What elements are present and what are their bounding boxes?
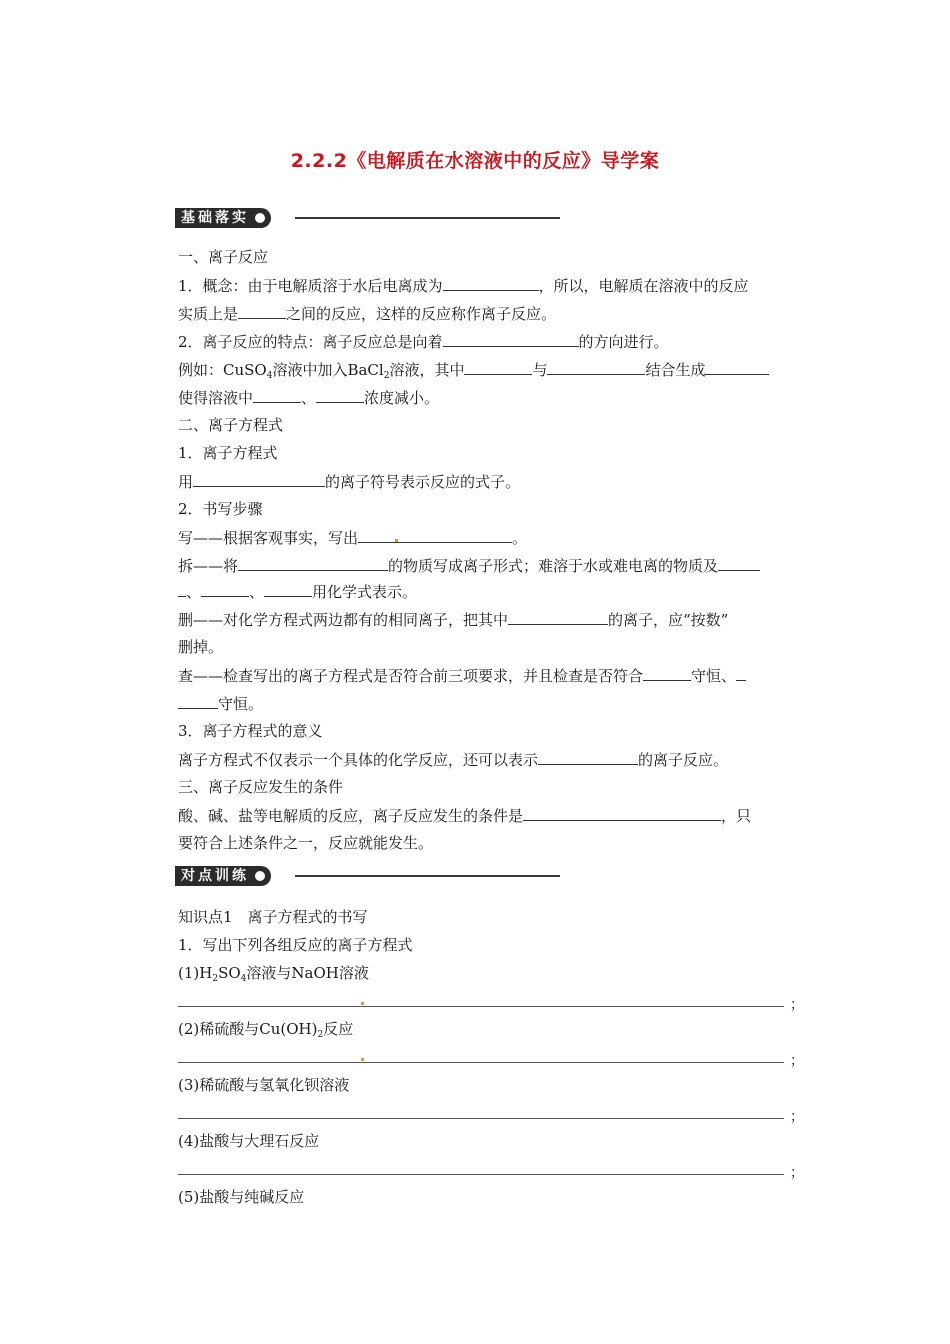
semicolon: ； — [790, 1109, 804, 1125]
fill-blank[interactable] — [718, 556, 760, 571]
paragraph-conditions: 酸、碱、盐等电解质的反应，离子反应发生的条件是 ，只 — [178, 807, 752, 825]
fill-blank[interactable] — [316, 388, 364, 403]
fill-blank[interactable] — [443, 276, 539, 291]
fill-blank[interactable] — [705, 360, 769, 375]
item-4: (4)盐酸与大理石反应 — [178, 1132, 320, 1150]
paragraph-characteristics: 2．离子反应的特点：离子反应总是向着 的方向进行。 — [178, 333, 669, 351]
bullet-dot-icon — [255, 213, 265, 223]
paragraph-example: 例如：CuSO$_4$溶液中加入BaCl$_2$溶液，其中 与 结合生成 — [0, 360, 950, 385]
fill-blank[interactable] — [193, 472, 325, 487]
paragraph-definition: 用 的离子符号表示反应的式子。 — [178, 473, 521, 491]
fill-blank[interactable] — [547, 360, 645, 375]
heading-ionic-equation: 二、离子方程式 — [178, 416, 284, 434]
step-split: 拆——将 的物质写成离子形式；难溶于水或难电离的物质及 — [0, 556, 950, 575]
item-3: (3)稀硫酸与氢氧化钡溶液 — [178, 1076, 350, 1094]
knowledge-point-1: 知识点1 离子方程式的书写 — [178, 908, 368, 926]
fill-blank[interactable] — [178, 694, 218, 709]
question-1: 1．写出下列各组反应的离子方程式 — [178, 936, 413, 954]
mark-dot — [395, 539, 398, 542]
mark-dot — [361, 1058, 364, 1061]
step-check-cont: 守恒。 — [0, 694, 950, 713]
section-label — [175, 866, 271, 886]
fill-blank[interactable] — [643, 666, 691, 681]
fill-blank[interactable] — [508, 610, 608, 625]
bullet-dot-icon — [255, 871, 265, 881]
section-banner-practice — [175, 866, 560, 886]
heading-conditions: 三、离子反应发生的条件 — [178, 778, 344, 796]
subheading-ionic-equation: 1．离子方程式 — [178, 444, 278, 462]
fill-blank[interactable] — [264, 582, 312, 597]
section-label — [175, 208, 271, 228]
fill-blank[interactable] — [443, 332, 579, 347]
heading-ionic-reaction: 一、离子反应 — [178, 248, 269, 266]
fill-blank[interactable] — [358, 528, 512, 543]
answer-line-1[interactable] — [178, 1006, 784, 1007]
semicolon: ； — [790, 1165, 804, 1181]
item-2: (2)稀硫酸与$Cu(OH)_2$反应 — [178, 1020, 354, 1040]
fill-blank[interactable] — [238, 304, 286, 319]
paragraph-example-cont: 使得溶液中 、 浓度减小。 — [178, 389, 440, 407]
answer-line-2[interactable] — [178, 1062, 784, 1063]
subheading-writing-steps: 2．书写步骤 — [178, 500, 263, 518]
section-divider — [295, 217, 560, 219]
fill-blank[interactable] — [523, 806, 721, 821]
mark-dot — [361, 1002, 364, 1005]
step-check: 查——检查写出的离子方程式是否符合前三项要求，并且检查是否符合 守恒、 — [0, 666, 950, 685]
answer-line-4[interactable] — [178, 1174, 784, 1175]
semicolon: ； — [790, 1053, 804, 1069]
fill-blank[interactable] — [538, 750, 638, 765]
step-delete: 删——对化学方程式两边都有的相同离子，把其中 的离子，应“按数” — [178, 611, 729, 629]
fill-blank[interactable] — [178, 582, 186, 597]
paragraph-conditions-cont: 要符合上述条件之一，反应就能发生。 — [178, 834, 434, 852]
fill-blank[interactable] — [464, 360, 532, 375]
document-title: 2.2.2《电解质在水溶液中的反应》导学案 — [290, 150, 660, 172]
step-delete-cont: 删掉。 — [178, 638, 224, 656]
fill-blank[interactable] — [736, 666, 746, 681]
section-label-text: 对点训练 — [181, 868, 249, 884]
step-write: 写——根据客观事实，写出 。 — [178, 529, 528, 547]
section-divider — [295, 875, 560, 877]
paragraph-concept-cont: 实质上是 之间的反应，这样的反应称作离子反应。 — [178, 305, 557, 323]
section-banner-basics — [175, 208, 560, 228]
fill-blank[interactable] — [201, 582, 249, 597]
subheading-meaning: 3．离子方程式的意义 — [178, 722, 323, 740]
item-5: (5)盐酸与纯碱反应 — [178, 1188, 305, 1206]
semicolon: ； — [790, 997, 804, 1013]
paragraph-meaning: 离子方程式不仅表示一个具体的化学反应，还可以表示 的离子反应。 — [178, 751, 729, 769]
fill-blank[interactable] — [253, 388, 301, 403]
answer-line-3[interactable] — [178, 1118, 784, 1119]
fill-blank[interactable] — [238, 556, 388, 571]
item-1: $(1)H_2SO_4$溶液与NaOH溶液 — [178, 964, 369, 984]
step-split-cont: 、 、 用化学式表示。 — [0, 582, 950, 601]
paragraph-concept: 1．概念：由于电解质溶于水后电离成为 ，所以，电解质在溶液中的反应 — [178, 277, 749, 295]
section-label-text: 基础落实 — [181, 210, 249, 226]
